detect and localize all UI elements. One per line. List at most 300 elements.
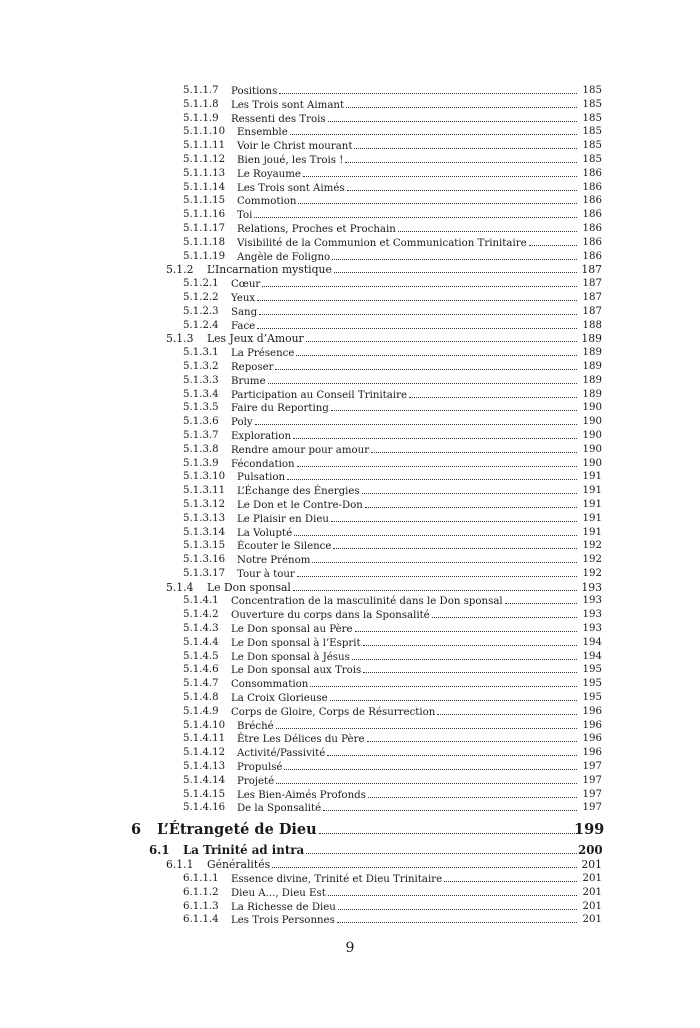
toc-entry-number: 5.1.3.9 xyxy=(183,457,219,469)
dot-leader xyxy=(279,84,577,94)
toc-entry-title-leader xyxy=(231,415,579,430)
toc-entry-title-leader xyxy=(237,236,579,251)
toc-entry-title-leader xyxy=(231,374,579,389)
toc-entry-number: 6.1.1 xyxy=(166,858,194,872)
toc-entry-title: Corps de Gloire, Corps de Résurrection xyxy=(231,706,436,718)
toc-entry[interactable] xyxy=(0,719,700,733)
toc-entry-page: 197 xyxy=(582,774,602,786)
dot-leader xyxy=(272,858,577,868)
toc-entry-number: 5.1.4.11 xyxy=(183,733,226,745)
toc-entry-title: Ouverture du corps dans la Sponsalité xyxy=(231,610,430,622)
toc-entry[interactable] xyxy=(0,539,700,553)
toc-entry-number: 5.1.3.15 xyxy=(183,540,226,552)
toc-entry-title-leader xyxy=(231,663,579,678)
toc-entry-number: 5.1.1.10 xyxy=(183,126,226,138)
toc-entry-page: 191 xyxy=(582,526,602,538)
toc-entry[interactable] xyxy=(0,818,700,842)
toc-entry-title-leader xyxy=(237,139,579,154)
toc-entry-title: Les Trois Personnes xyxy=(231,915,335,927)
toc-entry[interactable] xyxy=(0,305,700,319)
toc-entry-title: Visibilité de la Communion et Communication Trinitaire xyxy=(237,237,527,249)
toc-entry-number: 5.1.4.15 xyxy=(183,788,226,800)
dot-leader xyxy=(362,484,577,494)
toc-entry-page: 189 xyxy=(582,374,602,386)
toc-entry-page: 194 xyxy=(582,636,602,648)
toc-entry-title: Projeté xyxy=(237,775,275,787)
toc-entry-title-leader xyxy=(237,153,579,168)
toc-entry-number: 5.1.4.13 xyxy=(183,761,226,773)
toc-entry-title-leader xyxy=(237,760,579,775)
toc-entry[interactable] xyxy=(0,332,700,346)
toc-entry-title: Poly xyxy=(231,417,253,429)
toc-entry-title-leader xyxy=(237,553,579,568)
dot-leader xyxy=(276,774,577,784)
toc-entry[interactable] xyxy=(0,167,700,181)
dot-leader xyxy=(338,900,577,910)
toc-entry-page: 187 xyxy=(581,263,602,277)
toc-entry-title: La Trinité ad intra xyxy=(183,843,305,858)
toc-entry[interactable] xyxy=(0,512,700,526)
table-of-contents xyxy=(0,84,700,927)
toc-entry[interactable] xyxy=(0,360,700,374)
toc-entry[interactable] xyxy=(0,746,700,760)
toc-entry-title: Cœur xyxy=(231,279,261,291)
toc-entry-title: L’Incarnation mystique xyxy=(207,263,332,277)
dot-leader xyxy=(444,872,577,882)
toc-entry-title: Le Royaume xyxy=(237,168,301,180)
toc-entry[interactable] xyxy=(0,553,700,567)
dot-leader xyxy=(319,818,577,834)
dot-leader xyxy=(334,263,577,273)
toc-entry-page: 190 xyxy=(582,402,602,414)
toc-entry-page: 185 xyxy=(582,140,602,152)
toc-entry-title-leader xyxy=(237,498,579,513)
toc-entry-title-leader xyxy=(231,305,579,320)
toc-entry-number: 5.1.4.16 xyxy=(183,802,226,814)
toc-entry-title-leader xyxy=(231,112,579,127)
toc-entry-page: 199 xyxy=(574,821,605,839)
toc-entry-page: 192 xyxy=(582,567,602,579)
toc-entry-title-leader xyxy=(231,913,579,928)
toc-entry-title: Les Bien-Aimés Profonds xyxy=(237,789,366,801)
dot-leader xyxy=(293,429,577,439)
dot-leader xyxy=(306,844,577,854)
toc-entry[interactable] xyxy=(0,236,700,250)
toc-entry-title-leader xyxy=(237,746,579,761)
dot-leader xyxy=(296,346,577,356)
toc-entry[interactable] xyxy=(0,98,700,112)
toc-entry-number: 5.1.2.2 xyxy=(183,291,219,303)
toc-entry-title-leader xyxy=(231,886,579,901)
toc-entry[interactable] xyxy=(0,112,700,126)
toc-entry-number: 5.1.3.16 xyxy=(183,554,226,566)
toc-entry-title: Yeux xyxy=(231,292,256,304)
toc-entry-title: Dieu A..., Dieu Est xyxy=(231,887,326,899)
toc-entry-title-leader xyxy=(231,388,579,403)
toc-entry[interactable] xyxy=(0,691,700,705)
dot-leader xyxy=(259,305,577,315)
toc-entry-number: 5.1.3.2 xyxy=(183,360,219,372)
toc-entry-number: 5.1.1.18 xyxy=(183,236,226,248)
dot-leader xyxy=(328,886,577,896)
toc-entry-title: Généralités xyxy=(207,858,271,872)
toc-entry-page: 189 xyxy=(581,332,602,346)
toc-entry-page: 188 xyxy=(582,319,602,331)
toc-entry-title-leader xyxy=(231,677,579,692)
dot-leader xyxy=(276,719,577,729)
toc-entry-page: 186 xyxy=(582,236,602,248)
toc-entry-page: 193 xyxy=(582,595,602,607)
toc-entry[interactable] xyxy=(0,788,700,802)
dot-leader xyxy=(298,194,577,204)
toc-entry-title-leader xyxy=(237,222,579,237)
dot-leader xyxy=(330,691,577,701)
toc-entry-title: Exploration xyxy=(231,430,292,442)
toc-entry[interactable] xyxy=(0,526,700,540)
dot-leader xyxy=(297,457,577,467)
toc-entry-title: Notre Prénom xyxy=(237,555,311,567)
toc-entry[interactable] xyxy=(0,677,700,691)
toc-entry-page: 191 xyxy=(582,485,602,497)
toc-entry-number: 5.1.1.13 xyxy=(183,167,226,179)
dot-leader xyxy=(332,250,577,260)
toc-entry[interactable] xyxy=(0,567,700,581)
toc-entry-title-leader xyxy=(231,98,579,113)
toc-entry[interactable] xyxy=(0,401,700,415)
toc-entry-number: 5.1.3 xyxy=(166,332,194,346)
toc-entry-page: 185 xyxy=(582,85,602,96)
toc-entry[interactable] xyxy=(0,319,700,333)
toc-entry-title: Être Les Délices du Père xyxy=(237,734,365,746)
toc-entry-title: Face xyxy=(231,320,256,332)
toc-entry-title-leader xyxy=(231,691,579,706)
toc-entry[interactable] xyxy=(0,139,700,153)
toc-entry-title: Ensemble xyxy=(237,127,288,139)
toc-entry-page: 197 xyxy=(582,802,602,814)
dot-leader xyxy=(529,236,577,246)
toc-entry-title-leader xyxy=(237,526,579,541)
toc-entry[interactable] xyxy=(0,732,700,746)
toc-entry-number: 5.1.1.17 xyxy=(183,222,226,234)
toc-entry-number: 5.1.3.14 xyxy=(183,526,226,538)
toc-entry[interactable] xyxy=(0,250,700,264)
toc-entry-title-leader xyxy=(237,567,579,582)
toc-entry-title-leader xyxy=(237,719,579,734)
toc-entry-title: Participation au Conseil Trinitaire xyxy=(231,389,407,401)
dot-leader xyxy=(303,167,577,177)
toc-entry[interactable] xyxy=(0,594,700,608)
toc-entry-title-leader xyxy=(231,443,579,458)
toc-entry-title-leader xyxy=(237,732,579,747)
toc-entry-number: 5.1.1.12 xyxy=(183,153,226,165)
toc-entry-title: La Volupté xyxy=(237,527,293,539)
toc-entry-page: 189 xyxy=(582,388,602,400)
toc-entry-number: 5.1.3.5 xyxy=(183,402,219,414)
toc-entry[interactable] xyxy=(0,705,700,719)
toc-entry-page: 186 xyxy=(582,222,602,234)
dot-leader xyxy=(275,360,577,370)
toc-entry-title: Brume xyxy=(231,375,266,387)
dot-leader xyxy=(365,498,577,508)
dot-leader xyxy=(323,801,577,811)
dot-leader xyxy=(257,291,577,301)
dot-leader xyxy=(257,319,577,329)
toc-entry[interactable] xyxy=(0,858,700,872)
toc-entry-number: 5.1.3.4 xyxy=(183,388,219,400)
toc-entry-title-leader xyxy=(231,291,579,306)
toc-entry-title: Positions xyxy=(231,86,278,97)
toc-entry[interactable] xyxy=(0,277,700,291)
toc-entry[interactable] xyxy=(0,581,700,595)
toc-entry-number: 6.1 xyxy=(149,843,170,858)
toc-entry-title-leader xyxy=(231,594,579,609)
toc-entry[interactable] xyxy=(0,208,700,222)
toc-entry-title-leader xyxy=(231,650,579,665)
toc-entry-title-leader xyxy=(207,858,579,872)
toc-entry-title-leader xyxy=(237,801,579,816)
toc-entry-number: 6.1.1.3 xyxy=(183,900,219,912)
toc-entry-title: Le Don sponsal xyxy=(207,580,291,594)
toc-entry[interactable] xyxy=(0,842,700,858)
toc-entry-page: 195 xyxy=(582,664,602,676)
toc-entry-page: 186 xyxy=(582,195,602,207)
toc-entry-title-leader xyxy=(237,167,579,182)
toc-entry[interactable] xyxy=(0,222,700,236)
toc-entry-page: 189 xyxy=(582,360,602,372)
toc-entry-title: De la Sponsalité xyxy=(237,803,322,815)
toc-entry-page: 201 xyxy=(582,886,602,898)
toc-entry-title-leader xyxy=(237,181,579,196)
toc-entry[interactable] xyxy=(0,181,700,195)
toc-entry-page: 196 xyxy=(582,705,602,717)
toc-entry-number: 5.1.2.1 xyxy=(183,278,219,290)
toc-entry-page: 187 xyxy=(582,291,602,303)
toc-entry-number: 5.1.4.9 xyxy=(183,705,219,717)
dot-leader xyxy=(310,677,577,687)
toc-entry[interactable] xyxy=(0,263,700,277)
dot-leader xyxy=(437,705,577,715)
toc-entry-title: Bréché xyxy=(237,720,274,732)
toc-entry-title: Faire du Reporting xyxy=(231,403,329,415)
toc-entry[interactable] xyxy=(0,622,700,636)
toc-entry-page: 185 xyxy=(582,153,602,165)
toc-entry-page: 185 xyxy=(582,112,602,124)
toc-entry[interactable] xyxy=(0,774,700,788)
toc-entry[interactable] xyxy=(0,443,700,457)
dot-leader xyxy=(337,913,577,923)
toc-entry-number: 5.1.4.2 xyxy=(183,609,219,621)
dot-leader xyxy=(312,553,577,563)
dot-leader xyxy=(327,746,577,756)
toc-entry-title: Rendre amour pour amour xyxy=(231,444,370,456)
toc-entry-number: 5.1.2 xyxy=(166,263,194,277)
toc-entry-title: Sang xyxy=(231,306,258,318)
toc-entry-page: 190 xyxy=(582,443,602,455)
dot-leader xyxy=(352,650,577,660)
dot-leader xyxy=(346,98,577,108)
toc-entry-page: 193 xyxy=(581,580,602,594)
toc-entry[interactable] xyxy=(0,636,700,650)
dot-leader xyxy=(355,622,577,632)
toc-entry-number: 5.1.3.11 xyxy=(183,485,226,497)
toc-entry[interactable] xyxy=(0,388,700,402)
toc-entry-title-leader xyxy=(237,250,579,265)
dot-leader xyxy=(284,760,577,770)
toc-entry[interactable] xyxy=(0,872,700,886)
dot-leader xyxy=(347,181,577,191)
toc-entry-title-leader xyxy=(231,608,579,623)
toc-entry-number: 5.1.3.6 xyxy=(183,416,219,428)
toc-entry-number: 5.1.4.3 xyxy=(183,623,219,635)
toc-entry-number: 5.1.3.7 xyxy=(183,429,219,441)
toc-entry-number: 5.1.4.12 xyxy=(183,747,226,759)
toc-entry-page: 187 xyxy=(582,305,602,317)
toc-entry-title-leader xyxy=(157,818,579,842)
toc-entry-title-leader xyxy=(231,636,579,651)
toc-entry[interactable] xyxy=(0,801,700,815)
toc-entry[interactable] xyxy=(0,760,700,774)
dot-leader xyxy=(268,374,577,384)
toc-entry[interactable] xyxy=(0,194,700,208)
toc-entry-title-leader xyxy=(237,484,579,499)
toc-entry-page: 190 xyxy=(582,457,602,469)
toc-entry[interactable] xyxy=(0,886,700,900)
dot-leader xyxy=(363,663,577,673)
toc-entry[interactable] xyxy=(0,374,700,388)
page-number: 9 xyxy=(345,940,355,956)
dot-leader xyxy=(294,526,577,536)
toc-entry-page: 190 xyxy=(582,429,602,441)
toc-entry-page: 190 xyxy=(582,416,602,428)
toc-entry[interactable] xyxy=(0,913,700,927)
toc-entry-title: Toi xyxy=(237,210,253,222)
toc-entry-title: Ressenti des Trois xyxy=(231,113,326,125)
toc-entry-number: 5.1.3.3 xyxy=(183,374,219,386)
toc-entry-page: 201 xyxy=(581,858,602,872)
toc-entry-title: Concentration de la masculinité dans le Don sponsal xyxy=(231,596,503,608)
toc-entry-number: 5.1.4 xyxy=(166,580,194,594)
toc-entry-page: 192 xyxy=(582,540,602,552)
dot-leader xyxy=(354,139,577,149)
dot-leader xyxy=(297,567,577,577)
toc-entry-number: 5.1.1.15 xyxy=(183,195,226,207)
toc-entry-title: Relations, Proches et Prochain xyxy=(237,223,396,235)
toc-entry-title: Fécondation xyxy=(231,458,295,470)
toc-entry-page: 194 xyxy=(582,650,602,662)
toc-entry-title-leader xyxy=(237,125,579,140)
toc-entry[interactable] xyxy=(0,125,700,139)
toc-entry-number: 6.1.1.2 xyxy=(183,886,219,898)
toc-entry-page: 200 xyxy=(578,843,603,858)
toc-entry-page: 193 xyxy=(582,609,602,621)
toc-entry-page: 195 xyxy=(582,678,602,690)
toc-entry-number: 5.1.3.12 xyxy=(183,498,226,510)
toc-entry-title: Reposer xyxy=(231,361,274,373)
toc-entry-number: 5.1.4.7 xyxy=(183,678,219,690)
toc-entry-number: 5.1.3.8 xyxy=(183,443,219,455)
dot-leader xyxy=(254,208,577,218)
toc-entry[interactable] xyxy=(0,498,700,512)
toc-entry-page: 187 xyxy=(582,278,602,290)
dot-leader xyxy=(262,277,577,287)
toc-entry-page: 186 xyxy=(582,250,602,262)
toc-entry-number: 5.1.4.6 xyxy=(183,664,219,676)
toc-entry[interactable] xyxy=(0,608,700,622)
toc-entry[interactable] xyxy=(0,84,700,98)
toc-entry-title: Le Don sponsal aux Trois xyxy=(231,665,362,677)
toc-entry-title-leader xyxy=(231,622,579,637)
toc-entry-title: L’Échange des Énergies xyxy=(237,486,360,498)
dot-leader xyxy=(293,581,577,591)
toc-entry[interactable] xyxy=(0,291,700,305)
toc-entry[interactable] xyxy=(0,470,700,484)
toc-entry-title: Les Trois sont Aimés xyxy=(237,182,345,194)
dot-leader xyxy=(328,112,577,122)
toc-entry[interactable] xyxy=(0,415,700,429)
toc-entry-title: Écouter le Silence xyxy=(237,541,332,553)
toc-entry-title-leader xyxy=(207,263,579,277)
toc-entry-number: 5.1.1.14 xyxy=(183,181,226,193)
toc-entry-page: 191 xyxy=(582,512,602,524)
toc-entry[interactable] xyxy=(0,484,700,498)
toc-entry[interactable] xyxy=(0,900,700,914)
dot-leader xyxy=(367,732,578,742)
toc-entry-title-leader xyxy=(231,319,579,334)
toc-entry-title-leader xyxy=(183,842,579,858)
toc-entry-number: 5.1.4.14 xyxy=(183,774,226,786)
toc-entry-title-leader xyxy=(231,705,579,720)
toc-entry-page: 189 xyxy=(582,347,602,359)
dot-leader xyxy=(333,539,577,549)
toc-entry-title: Commotion xyxy=(237,196,297,208)
toc-entry-title-leader xyxy=(231,277,579,292)
toc-entry-title: La Croix Glorieuse xyxy=(231,693,328,705)
toc-entry-page: 201 xyxy=(582,873,602,885)
toc-entry[interactable] xyxy=(0,650,700,664)
toc-entry-title-leader xyxy=(231,84,579,99)
toc-entry-title: Bien joué, les Trois ! xyxy=(237,154,344,166)
dot-leader xyxy=(331,512,577,522)
toc-entry-title-leader xyxy=(237,194,579,209)
toc-entry-number: 6.1.1.4 xyxy=(183,914,219,926)
dot-leader xyxy=(371,443,577,453)
toc-entry[interactable] xyxy=(0,663,700,677)
toc-entry-page: 195 xyxy=(582,692,602,704)
toc-entry[interactable] xyxy=(0,429,700,443)
toc-entry-title: Le Don et le Contre-Don xyxy=(237,499,363,511)
toc-entry-title: Essence divine, Trinité et Dieu Trinitaire xyxy=(231,874,443,886)
toc-entry-title-leader xyxy=(231,429,579,444)
toc-entry-number: 5.1.2.3 xyxy=(183,305,219,317)
toc-entry-title: La Richesse de Dieu xyxy=(231,901,336,913)
dot-leader xyxy=(363,636,577,646)
toc-entry-title-leader xyxy=(231,457,579,472)
dot-leader xyxy=(398,222,577,232)
toc-entry[interactable] xyxy=(0,153,700,167)
toc-entry-page: 185 xyxy=(582,126,602,138)
toc-entry-page: 197 xyxy=(582,788,602,800)
toc-entry-page: 196 xyxy=(582,733,602,745)
toc-entry[interactable] xyxy=(0,457,700,471)
toc-entry-number: 5.1.1.16 xyxy=(183,209,226,221)
toc-entry-title: Le Plaisir en Dieu xyxy=(237,513,329,525)
toc-entry-title: Voir le Christ mourant xyxy=(237,141,353,153)
toc-entry[interactable] xyxy=(0,346,700,360)
toc-entry-title-leader xyxy=(237,788,579,803)
toc-entry-page: 193 xyxy=(582,623,602,635)
toc-entry-number: 5.1.1.9 xyxy=(183,112,219,124)
toc-entry-number: 5.1.4.8 xyxy=(183,692,219,704)
